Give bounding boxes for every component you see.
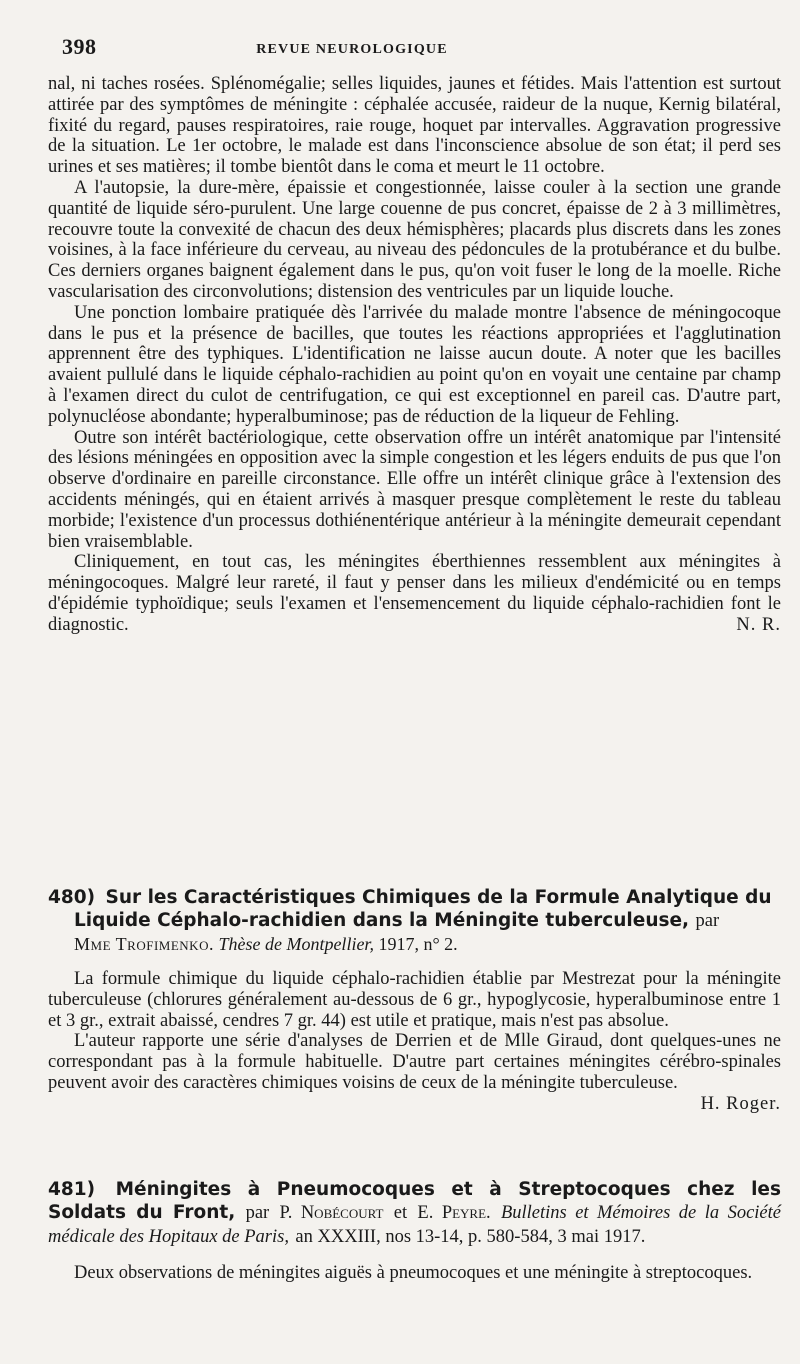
author: P. Nobécourt xyxy=(279,1203,384,1223)
running-head: REVUE NEUROLOGIQUE xyxy=(256,42,448,57)
paragraph-text: Cliniquement, en tout cas, les méningites éberthiennes ressemblent aux méningites à méningocoques. Malgré leur rareté, il faut y penser dans les milieux d'endémicité ou en temps d'épidémie typhoïdique; seuls l'examen et l'ensemencement du liquide céphalo-rachidien font le diagnostic. xyxy=(48,552,781,635)
paragraph: A l'autopsie, la dure-mère, épaissie et congestionnée, laisse couler à la section une grande quantité de liquide séro-purulent. Une large couenne de pus concret, épaisse de 2 à 3 millimètres, recouvre toute la convexité de chacun des deux hémisphères; placards plus discrets dans les zones voisines, à la face inférieure du cerveau, au niveau des pédoncules de la protubérance et du bulbe. Ces derniers organes baignent également dans le pus, qu'on voit fuser le long de la moelle. Riche vascularisation des circonvolutions; distension des ventricules par un liquide louche. xyxy=(48,177,781,302)
entry-title-line: Liquide Céphalo-rachidien dans la Méningite tuberculeuse, xyxy=(74,910,690,931)
entry-title-line: Sur les Caractéristiques Chimiques de la Formule Analytique du xyxy=(105,887,772,908)
signature: H. Roger. xyxy=(700,1093,781,1114)
intro-text xyxy=(48,74,781,636)
source-details: an XXXIII, nos 13-14, p. 580-584, 3 mai 1917. xyxy=(295,1227,646,1247)
par-word: par xyxy=(245,1203,270,1223)
paragraph xyxy=(48,552,781,635)
entry-citation xyxy=(48,933,781,955)
page-number: 398 xyxy=(62,34,97,59)
author: Mme Trofimenko. xyxy=(74,934,214,954)
entry-body xyxy=(48,1263,781,1284)
entry-body xyxy=(48,969,781,1114)
entry-481 xyxy=(48,1178,781,1284)
conjunction: et xyxy=(393,1203,408,1223)
source-details: 1917, n° 2. xyxy=(378,934,458,954)
paragraph: Outre son intérêt bactériologique, cette observation offre un intérêt anatomique par l'intensité des lésions méningées en opposition avec la simple congestion et les légers enduits de pus que l'on observe d'ordinaire en pareille circonstance. Elle offre un intérêt clinique grâce à l'extension des accidents méningés, qui en étaient arrivés à masquer presque complètement le reste du tableau morbide; l'existence d'un processus dothiénentérique antérieur à la méningite demeurait cependant bien vraisemblable. xyxy=(48,427,781,552)
signature: N. R. xyxy=(736,614,781,635)
entry-title-text: Méningites à Pneumocoques et à Streptocoques chez les Soldats du Front, xyxy=(48,1179,781,1223)
author: E. Peyre. xyxy=(417,1203,491,1223)
entry-480 xyxy=(48,886,781,1115)
entry-number: 480) xyxy=(48,887,96,908)
par-word: par xyxy=(695,911,720,931)
source: Thèse de Montpellier, xyxy=(218,934,374,954)
paragraph xyxy=(48,1031,781,1114)
paragraph-text: L'auteur rapporte une série d'analyses de Derrien et de Mlle Giraud, dont quelques-unes ne correspondant pas à la formule habituelle. D'autre part certaines méningites cérébro-spinales peuvent avoir des caractères chimiques voisins de ceux de la méningite tuberculeuse. xyxy=(48,1031,781,1093)
paragraph: nal, ni taches rosées. Splénomégalie; selles liquides, jaunes et fétides. Mais l'attention est surtout attirée par des symptômes de méningite : céphalée accusée, raideur de la nuque, Kernig bilatéral, fixité du regard, pauses respiratoires, raie rouge, hoquet par intervalles. Aggravation progressive de la situation. Le 1er octobre, le malade est dans l'inconscience absolue de son état; il perd ses urines et ses matières; il tombe bientôt dans le coma et meurt le 11 octobre. xyxy=(48,74,781,178)
entry-title xyxy=(48,1178,781,1249)
entry-title xyxy=(48,886,781,909)
paragraph: Deux observations de méningites aiguës à pneumocoques et une méningite à streptocoques. xyxy=(74,1263,753,1283)
source: Bulletins et Mémoires de la Société médicale des Hopitaux de Paris, xyxy=(48,1203,781,1247)
paragraph: Une ponction lombaire pratiquée dès l'arrivée du malade montre l'absence de méningocoque dans le pus et la présence de bacilles, que toutes les réactions appropriées et l'agglutination apprennent être des typhiques. L'identification ne laisse aucun doute. A noter que les bacilles avaient pullulé dans le liquide céphalo-rachidien au point qu'on en voyait une centaine par champ à l'examen direct du culot de centrifugation, ce qui est exceptionnel en pareil cas. D'autre part, polynucléose abondante; hyperalbuminose; pas de réduction de la liqueur de Fehling. xyxy=(48,302,781,427)
paragraph: La formule chimique du liquide céphalo-rachidien établie par Mestrezat pour la méningite tuberculeuse (chlorures généralement au-dessous de 6 gr., hypoglycosie, hyperalbuminose entre 1 et 3 gr., extrait abaissé, cendres 7 gr. 44) est utile et pratique, mais n'est pas absolue. xyxy=(48,969,781,1031)
entry-title xyxy=(48,909,781,933)
entry-number: 481) xyxy=(48,1179,96,1200)
